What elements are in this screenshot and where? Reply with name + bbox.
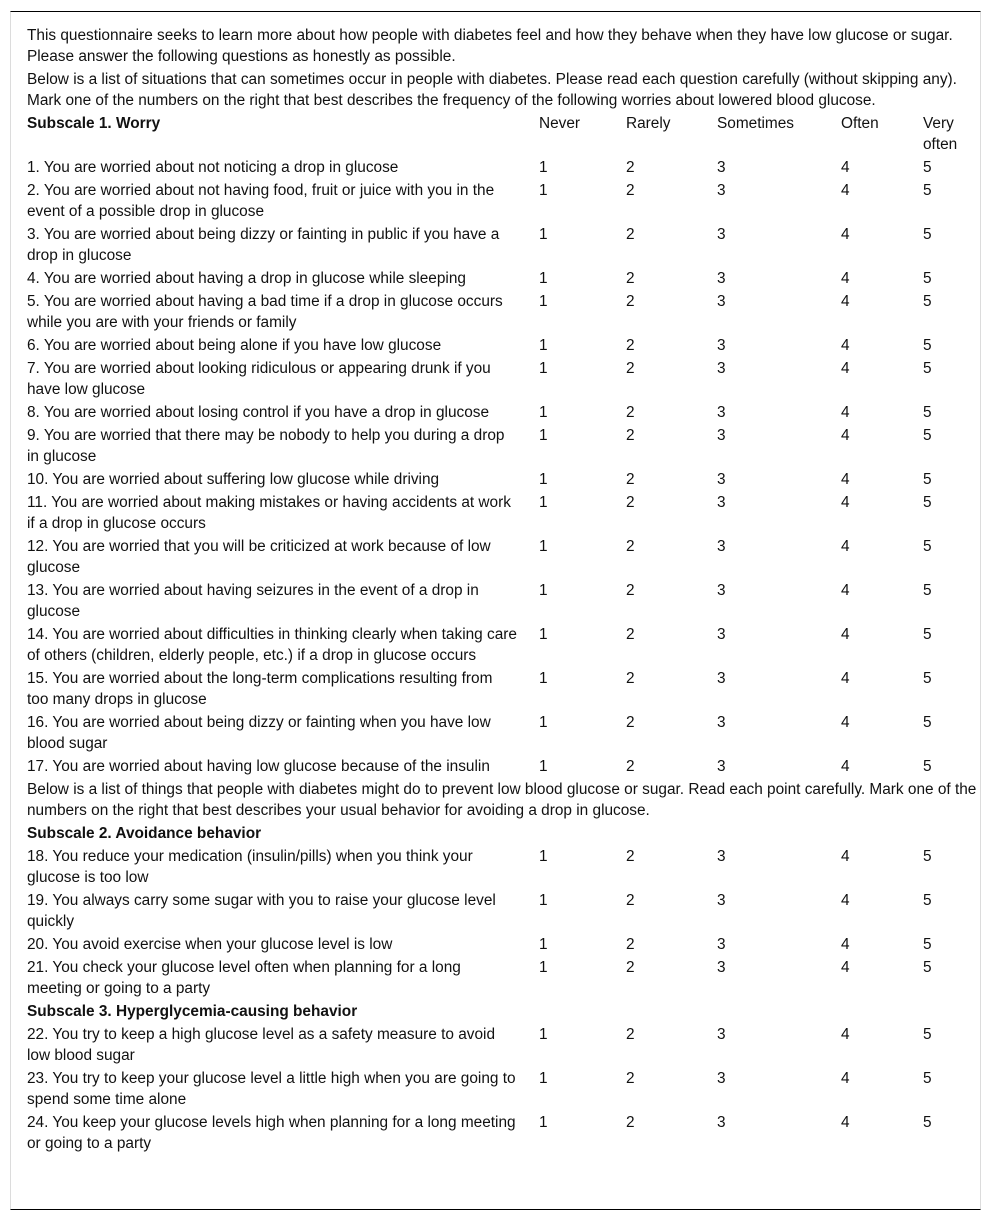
question-row bbox=[27, 358, 981, 402]
scale-option-1: 1 bbox=[539, 1114, 548, 1131]
scale-option-2: 2 bbox=[626, 582, 635, 599]
question-text: 14. You are worried about difficulties in thinking clearly when taking care of others (children, elderly people, etc.) if a drop in glucose occurs bbox=[27, 626, 517, 664]
question-row bbox=[27, 425, 981, 469]
scale-option-2: 2 bbox=[626, 360, 635, 377]
question-row bbox=[27, 890, 981, 934]
scale-option-2: 2 bbox=[626, 626, 635, 643]
question-row bbox=[27, 268, 981, 291]
scale-option-1: 1 bbox=[539, 626, 548, 643]
scale-option-3: 3 bbox=[717, 360, 726, 377]
scale-option-4: 4 bbox=[841, 270, 850, 287]
scale-option-1: 1 bbox=[539, 848, 548, 865]
scale-option-2: 2 bbox=[626, 959, 635, 976]
question-text: 5. You are worried about having a bad time if a drop in glucose occurs while you are with your friends or family bbox=[27, 293, 503, 331]
scale-option-2: 2 bbox=[626, 1114, 635, 1131]
question-text: 16. You are worried about being dizzy or fainting when you have low blood sugar bbox=[27, 714, 491, 752]
subscale-header-row bbox=[27, 823, 981, 846]
scale-option-5: 5 bbox=[923, 404, 932, 421]
scale-option-1: 1 bbox=[539, 714, 548, 731]
question-text: 9. You are worried that there may be nobody to help you during a drop in glucose bbox=[27, 427, 505, 465]
scale-option-3: 3 bbox=[717, 1070, 726, 1087]
question-text: 7. You are worried about looking ridiculous or appearing drunk if you have low glucose bbox=[27, 360, 491, 398]
scale-option-3: 3 bbox=[717, 270, 726, 287]
question-text: 15. You are worried about the long-term complications resulting from too many drops in glucose bbox=[27, 670, 493, 708]
question-row bbox=[27, 1068, 981, 1112]
question-row bbox=[27, 291, 981, 335]
scale-option-1: 1 bbox=[539, 892, 548, 909]
scale-option-4: 4 bbox=[841, 670, 850, 687]
question-row bbox=[27, 536, 981, 580]
scale-option-3: 3 bbox=[717, 159, 726, 176]
scale-option-3: 3 bbox=[717, 1026, 726, 1043]
scale-option-5: 5 bbox=[923, 226, 932, 243]
scale-option-5: 5 bbox=[923, 848, 932, 865]
scale-option-2: 2 bbox=[626, 848, 635, 865]
scale-option-5: 5 bbox=[923, 182, 932, 199]
scale-option-5: 5 bbox=[923, 337, 932, 354]
scale-option-4: 4 bbox=[841, 1114, 850, 1131]
scale-option-4: 4 bbox=[841, 626, 850, 643]
question-text: 12. You are worried that you will be criticized at work because of low glucose bbox=[27, 538, 491, 576]
question-text: 17. You are worried about having low glucose because of the insulin bbox=[27, 758, 490, 775]
scale-option-5: 5 bbox=[923, 1114, 932, 1131]
scale-option-5: 5 bbox=[923, 494, 932, 511]
scale-option-4: 4 bbox=[841, 848, 850, 865]
question-row bbox=[27, 1024, 981, 1068]
scale-option-1: 1 bbox=[539, 293, 548, 310]
scale-option-2: 2 bbox=[626, 1026, 635, 1043]
scale-option-1: 1 bbox=[539, 270, 548, 287]
scale-option-5: 5 bbox=[923, 936, 932, 953]
scale-label-sometimes: Sometimes bbox=[717, 115, 794, 132]
scale-option-5: 5 bbox=[923, 582, 932, 599]
question-text: 11. You are worried about making mistakes or having accidents at work if a drop in glucose occurs bbox=[27, 494, 511, 532]
scale-option-2: 2 bbox=[626, 538, 635, 555]
scale-option-4: 4 bbox=[841, 182, 850, 199]
scale-option-4: 4 bbox=[841, 471, 850, 488]
scale-option-4: 4 bbox=[841, 226, 850, 243]
scale-option-4: 4 bbox=[841, 494, 850, 511]
question-row bbox=[27, 957, 981, 1001]
behavior-intro-text: Below is a list of things that people with diabetes might do to prevent low blood glucose or sugar. Read each point carefully. Mark one of the numbers on the right that best describes your usual behavior for avoiding a drop in glucose. bbox=[27, 781, 977, 819]
question-row bbox=[27, 580, 981, 624]
intro-row bbox=[27, 69, 981, 113]
scale-option-1: 1 bbox=[539, 404, 548, 421]
scale-option-4: 4 bbox=[841, 892, 850, 909]
question-row bbox=[27, 668, 981, 712]
scale-option-1: 1 bbox=[539, 360, 548, 377]
scale-option-3: 3 bbox=[717, 293, 726, 310]
scale-option-3: 3 bbox=[717, 538, 726, 555]
question-row bbox=[27, 1112, 981, 1156]
scale-option-1: 1 bbox=[539, 494, 548, 511]
scale-option-2: 2 bbox=[626, 293, 635, 310]
question-text: 21. You check your glucose level often when planning for a long meeting or going to a party bbox=[27, 959, 461, 997]
scale-label-often: Often bbox=[841, 115, 879, 132]
questionnaire-table-frame bbox=[10, 11, 981, 1210]
question-row bbox=[27, 624, 981, 668]
subscale-3-title: Subscale 3. Hyperglycemia-causing behavior bbox=[27, 1003, 358, 1020]
scale-option-2: 2 bbox=[626, 494, 635, 511]
scale-option-5: 5 bbox=[923, 670, 932, 687]
question-text: 6. You are worried about being alone if you have low glucose bbox=[27, 337, 442, 354]
behavior-intro-row bbox=[27, 779, 981, 823]
scale-option-5: 5 bbox=[923, 758, 932, 775]
question-text: 22. You try to keep a high glucose level as a safety measure to avoid low blood sugar bbox=[27, 1026, 496, 1064]
question-row bbox=[27, 712, 981, 756]
scale-option-2: 2 bbox=[626, 427, 635, 444]
scale-option-1: 1 bbox=[539, 337, 548, 354]
scale-option-5: 5 bbox=[923, 626, 932, 643]
scale-option-3: 3 bbox=[717, 582, 726, 599]
question-text: 20. You avoid exercise when your glucose level is low bbox=[27, 936, 393, 953]
question-text: 4. You are worried about having a drop in glucose while sleeping bbox=[27, 270, 466, 287]
scale-option-1: 1 bbox=[539, 670, 548, 687]
scale-option-4: 4 bbox=[841, 959, 850, 976]
scale-option-5: 5 bbox=[923, 360, 932, 377]
question-text: 19. You always carry some sugar with you to raise your glucose level quickly bbox=[27, 892, 496, 930]
question-text: 10. You are worried about suffering low glucose while driving bbox=[27, 471, 440, 488]
scale-option-4: 4 bbox=[841, 360, 850, 377]
scale-option-2: 2 bbox=[626, 1070, 635, 1087]
scale-option-2: 2 bbox=[626, 471, 635, 488]
scale-option-3: 3 bbox=[717, 427, 726, 444]
scale-option-2: 2 bbox=[626, 936, 635, 953]
intro-text: This questionnaire seeks to learn more about how people with diabetes feel and how they behave when they have low glucose or sugar. Please answer the following questions as honestly as possible. bbox=[27, 27, 953, 65]
scale-option-3: 3 bbox=[717, 758, 726, 775]
question-row bbox=[27, 224, 981, 268]
subscale-header-row bbox=[27, 1001, 981, 1024]
subscale-header-row bbox=[27, 113, 981, 157]
scale-label-very-often: Very often bbox=[923, 115, 958, 153]
question-row bbox=[27, 180, 981, 224]
scale-option-1: 1 bbox=[539, 959, 548, 976]
scale-option-1: 1 bbox=[539, 1070, 548, 1087]
scale-option-3: 3 bbox=[717, 471, 726, 488]
question-row bbox=[27, 402, 981, 425]
scale-option-4: 4 bbox=[841, 582, 850, 599]
scale-option-2: 2 bbox=[626, 404, 635, 421]
intro-row bbox=[27, 25, 981, 69]
scale-option-1: 1 bbox=[539, 936, 548, 953]
scale-option-3: 3 bbox=[717, 892, 726, 909]
scale-option-1: 1 bbox=[539, 471, 548, 488]
scale-option-2: 2 bbox=[626, 337, 635, 354]
question-row bbox=[27, 756, 981, 779]
scale-option-4: 4 bbox=[841, 758, 850, 775]
question-row bbox=[27, 335, 981, 358]
scale-option-5: 5 bbox=[923, 892, 932, 909]
scale-option-4: 4 bbox=[841, 1070, 850, 1087]
scale-option-1: 1 bbox=[539, 427, 548, 444]
question-row bbox=[27, 934, 981, 957]
question-text: 1. You are worried about not noticing a drop in glucose bbox=[27, 159, 399, 176]
scale-option-4: 4 bbox=[841, 337, 850, 354]
scale-option-3: 3 bbox=[717, 714, 726, 731]
question-text: 2. You are worried about not having food, fruit or juice with you in the event of a possible drop in glucose bbox=[27, 182, 495, 220]
scale-option-5: 5 bbox=[923, 1070, 932, 1087]
scale-option-1: 1 bbox=[539, 758, 548, 775]
scale-option-2: 2 bbox=[626, 670, 635, 687]
scale-option-1: 1 bbox=[539, 159, 548, 176]
scale-option-2: 2 bbox=[626, 182, 635, 199]
question-row bbox=[27, 846, 981, 890]
scale-option-4: 4 bbox=[841, 1026, 850, 1043]
scale-option-4: 4 bbox=[841, 293, 850, 310]
scale-option-1: 1 bbox=[539, 582, 548, 599]
scale-option-2: 2 bbox=[626, 159, 635, 176]
scale-option-3: 3 bbox=[717, 404, 726, 421]
scale-option-1: 1 bbox=[539, 1026, 548, 1043]
question-row bbox=[27, 157, 981, 180]
scale-option-4: 4 bbox=[841, 936, 850, 953]
scale-option-5: 5 bbox=[923, 293, 932, 310]
scale-option-5: 5 bbox=[923, 1026, 932, 1043]
scale-option-3: 3 bbox=[717, 494, 726, 511]
question-text: 23. You try to keep your glucose level a little high when you are going to spend some time alone bbox=[27, 1070, 516, 1108]
scale-option-3: 3 bbox=[717, 670, 726, 687]
scale-option-5: 5 bbox=[923, 714, 932, 731]
scale-option-2: 2 bbox=[626, 758, 635, 775]
scale-option-3: 3 bbox=[717, 226, 726, 243]
scale-option-3: 3 bbox=[717, 182, 726, 199]
scale-option-2: 2 bbox=[626, 226, 635, 243]
scale-option-3: 3 bbox=[717, 848, 726, 865]
scale-option-2: 2 bbox=[626, 892, 635, 909]
instructions-text: Below is a list of situations that can sometimes occur in people with diabetes. Please read each question carefully (without skipping any). Mark one of the numbers on the right that best describes the frequency of the following worries about lowered blood glucose. bbox=[27, 71, 957, 109]
scale-option-5: 5 bbox=[923, 471, 932, 488]
scale-option-3: 3 bbox=[717, 936, 726, 953]
scale-option-4: 4 bbox=[841, 159, 850, 176]
scale-option-1: 1 bbox=[539, 226, 548, 243]
scale-option-5: 5 bbox=[923, 538, 932, 555]
scale-option-4: 4 bbox=[841, 427, 850, 444]
scale-option-5: 5 bbox=[923, 427, 932, 444]
scale-option-3: 3 bbox=[717, 626, 726, 643]
questionnaire-table bbox=[27, 25, 981, 1156]
subscale-2-title: Subscale 2. Avoidance behavior bbox=[27, 825, 262, 842]
question-text: 3. You are worried about being dizzy or fainting in public if you have a drop in glucose bbox=[27, 226, 500, 264]
scale-option-4: 4 bbox=[841, 714, 850, 731]
scale-option-3: 3 bbox=[717, 959, 726, 976]
scale-label-rarely: Rarely bbox=[626, 115, 671, 132]
scale-option-5: 5 bbox=[923, 959, 932, 976]
question-text: 18. You reduce your medication (insulin/pills) when you think your glucose is too low bbox=[27, 848, 473, 886]
question-text: 13. You are worried about having seizures in the event of a drop in glucose bbox=[27, 582, 479, 620]
question-text: 8. You are worried about losing control if you have a drop in glucose bbox=[27, 404, 490, 421]
subscale-1-title: Subscale 1. Worry bbox=[27, 115, 161, 132]
question-row bbox=[27, 469, 981, 492]
scale-option-4: 4 bbox=[841, 538, 850, 555]
scale-option-1: 1 bbox=[539, 538, 548, 555]
scale-option-5: 5 bbox=[923, 159, 932, 176]
scale-label-never: Never bbox=[539, 115, 581, 132]
scale-option-3: 3 bbox=[717, 337, 726, 354]
question-row bbox=[27, 492, 981, 536]
scale-option-1: 1 bbox=[539, 182, 548, 199]
scale-option-3: 3 bbox=[717, 1114, 726, 1131]
scale-option-5: 5 bbox=[923, 270, 932, 287]
scale-option-2: 2 bbox=[626, 714, 635, 731]
question-text: 24. You keep your glucose levels high when planning for a long meeting or going to a party bbox=[27, 1114, 516, 1152]
scale-option-4: 4 bbox=[841, 404, 850, 421]
scale-option-2: 2 bbox=[626, 270, 635, 287]
